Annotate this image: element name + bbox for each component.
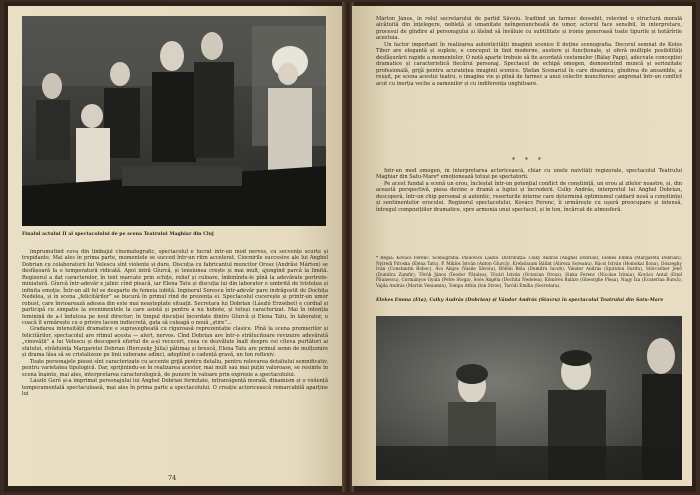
right-body-text-b [376, 168, 682, 254]
page-number: 74 [168, 474, 177, 482]
right-body-text [376, 16, 682, 154]
paragraph: Gradarea intensității dramatice e supravegheată cu riguroasă reprezentație clasice. Pînă la scena premierilor și felicitărilor, spectacolul are ritmul acesta — alert, nervos. Cînd Dobrian are într-o strălucitoare revizuire adevărată „vinovății” a lui Velescu și descoperă efortul de a-și recuceri, ceea ce dezvăluie înalt despre cei cîteva purtători ai sfatului, străduința Margaretei Dobrian (Berczeky Júlia) pătimaș și bruscă, Elena Tatu are primul semn de mulțumire și drama lăsa să se cristalizeze pe linii suberane adînci, adoptînd o cadență gravă, un ton reflexiv. [22, 326, 328, 359]
right-page [352, 6, 692, 486]
photo-caption: Finalul actului II al spectacolului de pe scena Teatrului Maghiar din Cluj [22, 232, 214, 237]
left-page [8, 6, 344, 486]
cast-note: * Regia: Kovács Ferenc. Scenografia: Paulovics László. Distribuția: Csiky András (Anghel Dobrian), Elekes Emma (Margareta Dobrian), Nyiredi Piroska (Elena Tatu), P. Miklós István (Anton Gîurcă), Krebsbaum Bálint (Alireza Soreanu), Bácsi István (Homokai Ilona), Dószeghy Iván (Constantin Boboc), Ács Alajos (Vasile Săvoiu), Bölöni Béla (Dumitru Iacob), Vándor András (Spiridon Surdu), Störcsöber Jenő (Dumitra Zamfir), Török János (Teodor Pătulea), Tóvári István (Octavian Orosz), Sinka Ferenc (Nicolae Irimia), Kovács Antal (Emil Păunescu), Cormányos Gyula (Petre Stoga), Soós Angéla (Dochița Nedelea), Kömíves Balázs (Gheorghe Pleșa), Nagy Iza (Ecaterina Bursă), Vajda András (Martin Veniamin), Tompa Attila (Ion Stroe), Taródi Emília (Secretara). [376, 256, 682, 289]
book-spread [4, 2, 696, 492]
paragraph: Un factor important în realizarea autenticității imaginii scenice îl deține scenografia. Decorul semnat de Kolos Tibor are elegantă și supleie, e conceput în linii moderne, austere și funcționale, și oferă multiple posibilități desfășurării rapide a momentelor. O notă aparte trebuie să fie acordată costumelor (Bálay Papp), adecvate concepției dramatice și caracteristică fiecărui personaj. Spectacol de echipă omogen, demonstrînd muncă și seriozitate profesională, grijă pentru acuratețea imaginii scenice. Ștefan Scenariul în care dinamica, gîndirea de ansamblu, a reușit, pe scena acestui teatru, o imagine vie și plină de farmec a unui colectiv muncitoresc angrenat într-un conflict acut cu inerția veche a oamenilor și cu indiferența unghitoare. [376, 41, 682, 87]
paragraph: Toate personajele piesei sînt caracterizate cu accente grijă pentru detaliu, pentru relevarea detaliului semnificativ, pentru varietatea tipologică. Dar, sprijinindu-se în realizarea acestor, mai mult sau mai puțin valoroase, se resimte în scena înainte, mai ales, interpretarea caracterologică, de punere în valoare prin expresie a spectacolului. [22, 358, 328, 378]
section-separator: * * * [512, 157, 545, 164]
photo-caption-right: Elekes Emma (Eta), Csiky András (Dobrian) și Vándor András (Stavru) în spectacolul Teatrului din Satu-Mare [376, 298, 664, 303]
paragraph: Într-un mod omogen, în interpretarea actoricească, chiar cu unele naivități regizorale, spectacolul Teatrului Maghiar din Satu-Mare* emoționează totuși pe spectatorii. [376, 168, 682, 181]
paragraph: Pe acest fundal a scenă un erou, încleștat într-un potențial conflict de conștiință, un erou al zilelor noastre, și, din această perspectivă, piesa devine o dramă a luptei și încrederii. Csiky András, interpretul lui Anghel Dobrian, descoperă, într-un chip personal și autentic, resorturile interne care determină optimismul caldarii nosă a conștiinței și sentimentelor erocului. Regizorul spectacolului, Kovács Ferenc, îi urmărește cu ușură preocupare și intensă, întregul compozițiilor dramatice, spre armonia unui spectacol, și în ton, încărcat de atmosferă. [376, 180, 682, 213]
paragraph: Márton János, în rolul secretarului de partid Săvoiu. Iradiind un farmec deosebit, relevînd o structură morală alcătuită din înțelegere, nobleță și umanitate neîngenuncheată de umor, actorul face sensibil, în interpretare, procesul de gîndire al personajului și lăsînd să învăluie cu subtilitate și ironie generoasă toate tipurile și hotărîrile acestuia. [376, 16, 682, 42]
left-body-text [22, 249, 328, 471]
paragraph: László Gerő și-a imprimat personajului lui Anghel Dobrian fermitate, intransigență morală, dinamism și o violență temperamentală spectaculoasă, mai ales în prima parte a spectacolului. O creație actoricească remarcabilă aparține lui [22, 378, 328, 397]
stage-photo-act-ii [22, 16, 326, 226]
paragraph: împrumutînd ceva din limbajul cinematografic, spectacolul e lucrat într-un mod nervos, cu secvențe scurte și trepidante. Mai ales în prima parte, momentele se succed într-un ritm accelerat. Ciocnirile succesive ale lui Anghel Dobrian cu colaboratorii lui Velescu sînt violente și dure. Discuția cu fabricantul muncitor Orosz (Andrăsi Márton) se desfășoară la o temperatură ridicată. Apoi intră Gîurcă, și tensiunea crește și mai mult, ajungînd parcă la limită. Regizorul a dat caracterelor, în text marcate prin schițe, relief și culoare, îmbinîndu-le pînă la adevărate portrete-miniatură. Gîurcă într-adevăr e jalnic cînd pleacă, iar Elena Tatu și discuția lui din laborator e umbrită de tristețea și infinita emoție. Într-un alt fel se desparte de femeia iubită. Inginerul Sorescu într-adevăr pare indrăgostit de Dochița Nedelea, și în scena „felicitărilor” se bucură în primul rînd de prezența ei. Spectacolul cucerește și printr-un umor robust, care învioarează adesea din este mai neașteptate situații. Secretara lui Dobrian (László Erzsébet) e cordial și participă cu simpatie la evenimentele la care asistă și pentru a nu hohote, și totuși caracterizat. Mai în intenția feminină de a-l îndulcea pe noul director; în timpul discuției încordate dintre Gîurcă și Elena Tatu, în laborator, o coacă îl urmărește cu o privire lacom indiscretă, gata să culeagă o nouă „știre”... [22, 249, 328, 326]
stage-photo-satu-mare [376, 316, 682, 480]
